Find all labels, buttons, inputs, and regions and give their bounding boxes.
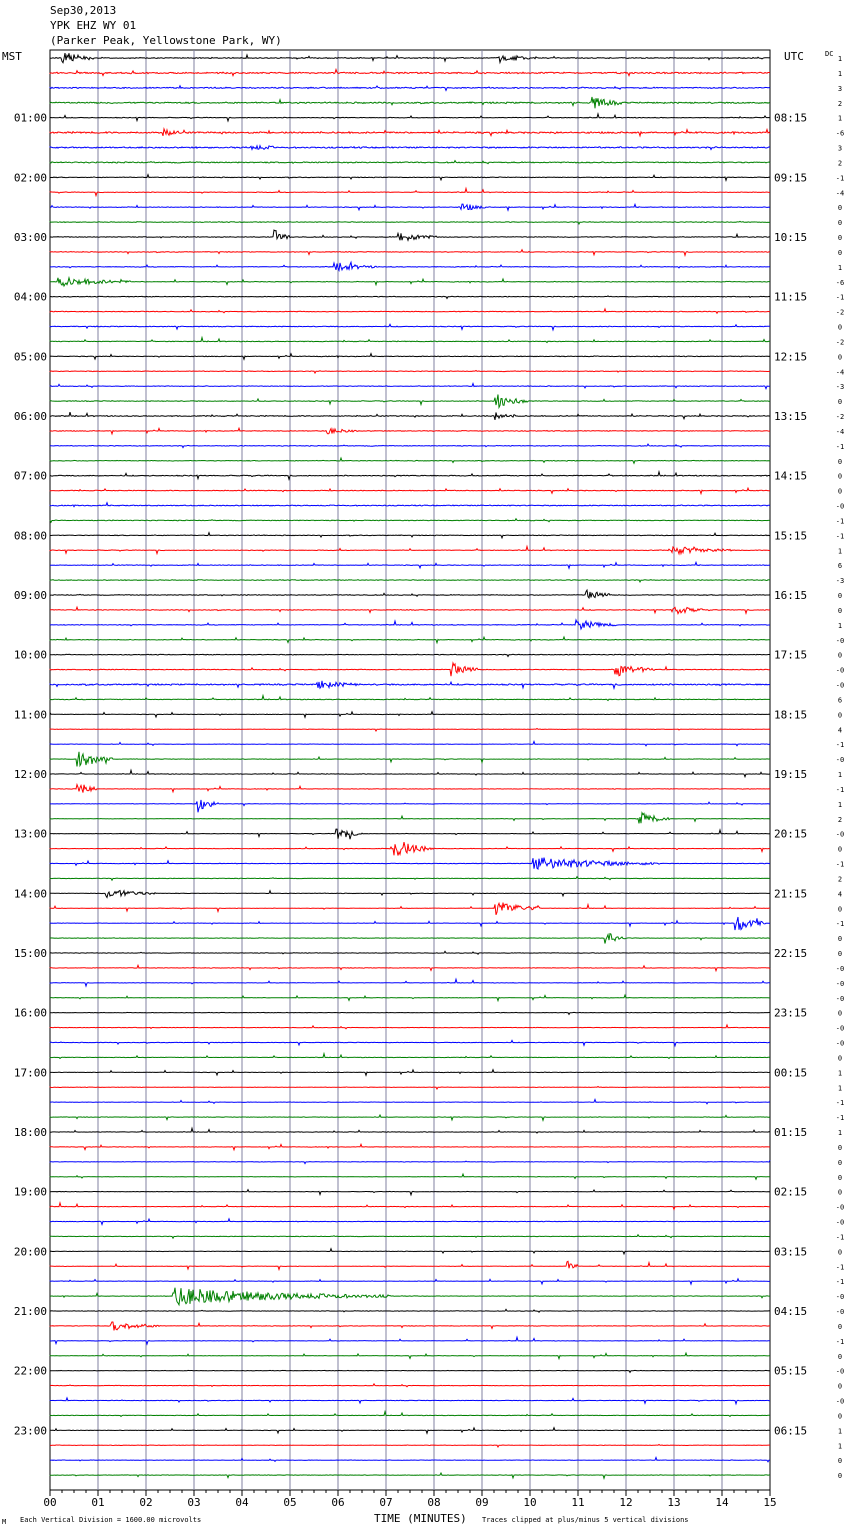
mst-hour-label: 19:00 [13, 1185, 47, 1199]
mst-hour-label: 10:00 [13, 648, 47, 662]
seismic-trace [50, 354, 770, 360]
dc-offset-label: -1 [835, 785, 845, 794]
mst-hour-label: 21:00 [13, 1305, 47, 1318]
mst-hour-label: 16:00 [13, 1006, 47, 1020]
seismic-trace [50, 752, 770, 767]
seismic-trace [50, 1473, 770, 1478]
dc-offset-label: 0 [837, 651, 843, 660]
utc-hour-label: 11:15 [774, 290, 808, 304]
mst-hour-label: 04:00 [13, 290, 47, 304]
dc-offset-label: 1 [837, 263, 843, 272]
dc-offset-label: 0 [837, 1322, 843, 1331]
utc-hour-label: 20:15 [774, 827, 808, 841]
seismic-trace [50, 800, 770, 812]
seismic-trace [50, 1370, 770, 1372]
utc-hour-label: 05:15 [774, 1364, 808, 1378]
seismic-trace [50, 1353, 770, 1359]
seismic-trace [50, 891, 770, 898]
seismic-trace [50, 338, 770, 343]
dc-offset-label: -0 [835, 1367, 845, 1376]
seismic-trace [50, 129, 770, 136]
mst-hour-label: 23:00 [13, 1424, 47, 1438]
dc-offset-label: -1 [835, 517, 845, 526]
dc-offset-label: 4 [837, 890, 843, 899]
x-tick-label: 06 [331, 1496, 345, 1509]
seismic-trace [50, 654, 770, 657]
mst-hour-label: 18:00 [13, 1126, 47, 1139]
seismic-trace [50, 1261, 770, 1269]
dc-offset-label: -1 [835, 1337, 845, 1346]
seismic-trace [50, 412, 770, 420]
x-tick-label: 14 [715, 1496, 729, 1509]
dc-offset-label: 1 [837, 800, 843, 809]
dc-offset-label: -0 [835, 681, 845, 690]
dc-offset-label: -2 [835, 338, 845, 347]
dc-offset-label: 0 [837, 1248, 843, 1257]
seismic-trace [50, 161, 770, 164]
scale-note: Each Vertical Division = 1600.00 microvolts [20, 1516, 202, 1524]
seismic-trace [50, 607, 770, 613]
dc-offset-label: 0 [837, 1188, 843, 1197]
dc-offset-label: 0 [837, 353, 843, 362]
dc-offset-label: 0 [837, 234, 843, 242]
dc-offset-label: -6 [835, 129, 845, 138]
x-tick-label: 08 [427, 1496, 441, 1509]
seismic-trace [50, 1384, 770, 1387]
x-tick-label: 13 [667, 1496, 681, 1509]
seismic-trace [50, 324, 770, 330]
seismic-trace [50, 371, 770, 374]
seismic-trace [50, 1398, 770, 1404]
seismic-trace [50, 146, 770, 150]
utc-hour-label: 04:15 [774, 1305, 808, 1318]
seismic-trace [50, 262, 770, 270]
dc-offset-label: -1 [835, 293, 845, 302]
dc-offset-label: 0 [837, 935, 843, 944]
seismic-trace [50, 842, 770, 855]
dc-offset-label: 0 [837, 457, 843, 466]
seismic-trace [50, 1279, 770, 1284]
x-tick-label: 15 [763, 1496, 777, 1509]
dc-offset-label: 0 [837, 487, 843, 496]
seismic-trace [50, 1144, 770, 1150]
dc-offset-label: -0 [835, 964, 845, 973]
utc-hour-label: 13:15 [774, 410, 808, 423]
dc-offset-label: -0 [835, 1039, 845, 1048]
seismic-trace [50, 53, 770, 63]
seismic-trace [50, 580, 770, 582]
seismic-trace [50, 637, 770, 643]
dc-offset-label: -1 [835, 1263, 845, 1272]
dc-offset-label: -1 [835, 860, 845, 869]
mst-hour-label: 06:00 [13, 410, 47, 423]
x-tick-label: 07 [379, 1496, 393, 1509]
corner-mark: M [2, 1518, 7, 1526]
seismic-trace [50, 1190, 770, 1195]
dc-offset-label: 1 [837, 1427, 843, 1436]
dc-offset-label: -1 [835, 174, 845, 183]
utc-hour-label: 02:15 [774, 1185, 808, 1199]
dc-offset-label: 0 [837, 472, 843, 481]
dc-offset-label: 1 [837, 547, 843, 556]
seismic-trace [50, 250, 770, 256]
x-tick-label: 12 [619, 1496, 633, 1509]
dc-offset-label: 0 [837, 248, 843, 257]
seismic-trace [50, 712, 770, 718]
seismic-trace [50, 384, 770, 389]
seismic-trace [50, 1203, 770, 1209]
dc-offset-label: 0 [837, 905, 843, 914]
x-tick-label: 02 [139, 1496, 153, 1509]
dc-offset-label: -0 [835, 994, 845, 1003]
mst-hour-label: 22:00 [13, 1364, 47, 1378]
seismic-trace [50, 1100, 770, 1104]
utc-hour-label: 09:15 [774, 171, 808, 185]
seismic-trace [50, 1322, 770, 1331]
x-tick-label: 01 [91, 1496, 105, 1509]
dc-offset-label: -1 [835, 1233, 845, 1242]
dc-offset-label: -4 [835, 427, 845, 436]
mst-hour-label: 13:00 [13, 827, 47, 841]
dc-offset-label: -1 [835, 1114, 845, 1123]
dc-offset-label: 2 [837, 815, 843, 824]
mst-hour-label: 11:00 [13, 708, 47, 722]
x-tick-label: 09 [475, 1496, 489, 1509]
dc-offset-label: 0 [837, 1158, 843, 1167]
seismic-trace [50, 813, 770, 824]
dc-offset-label: -0 [835, 1293, 845, 1302]
seismic-trace [50, 1445, 770, 1448]
utc-hour-label: 16:15 [774, 589, 808, 602]
seismic-trace [50, 1087, 770, 1090]
dc-offset-label: 2 [837, 875, 843, 884]
dc-offset-label: 1 [837, 1442, 843, 1451]
utc-hour-label: 15:15 [774, 529, 808, 543]
dc-offset-label: 0 [837, 1472, 843, 1481]
seismic-trace [50, 503, 770, 507]
dc-offset-label: 6 [837, 696, 843, 705]
mst-hour-label: 15:00 [13, 947, 47, 960]
seismic-trace [50, 533, 770, 538]
seismic-trace [50, 97, 770, 108]
x-tick-label: 05 [283, 1496, 297, 1509]
dc-offset-label: -0 [835, 1218, 845, 1227]
dc-offset-label: 0 [837, 592, 843, 600]
seismic-trace [50, 1337, 770, 1344]
dc-offset-label: 0 [837, 323, 843, 332]
seismic-trace [50, 742, 770, 746]
dc-column-label: DC [825, 50, 834, 58]
seismic-trace [50, 877, 770, 881]
seismic-trace [50, 204, 770, 210]
seismic-trace [50, 1012, 770, 1015]
seismic-trace [50, 175, 770, 181]
plot-date: Sep30,2013 [50, 4, 117, 17]
seismic-trace [50, 1412, 770, 1417]
seismic-trace [50, 547, 770, 554]
mst-hour-label: 08:00 [13, 529, 47, 543]
mst-hour-label: 12:00 [13, 768, 47, 781]
seismic-trace [50, 995, 770, 1001]
utc-hour-label: 14:15 [774, 469, 808, 483]
seismic-trace [50, 488, 770, 494]
dc-offset-label: 1 [837, 771, 843, 779]
seismic-trace [50, 278, 770, 286]
seismic-trace [50, 620, 770, 629]
utc-hour-label: 23:15 [774, 1006, 808, 1020]
mst-hour-label: 09:00 [13, 589, 47, 602]
seismic-trace [50, 1128, 770, 1133]
seismic-trace [50, 729, 770, 732]
seismic-trace [50, 785, 770, 793]
seismic-trace [50, 296, 770, 299]
seismic-trace [50, 696, 770, 701]
x-axis-label: TIME (MINUTES) [374, 1512, 467, 1525]
dc-offset-label: 1 [837, 1129, 843, 1137]
dc-offset-label: 1 [837, 1084, 843, 1093]
dc-offset-label: 0 [837, 1009, 843, 1018]
dc-offset-label: -0 [835, 1024, 845, 1033]
dc-offset-label: 1 [837, 69, 843, 78]
dc-offset-label: -1 [835, 741, 845, 750]
dc-offset-label: 3 [837, 84, 843, 93]
x-tick-label: 11 [571, 1496, 585, 1509]
dc-offset-label: 0 [837, 845, 843, 854]
utc-hour-label: 19:15 [774, 768, 808, 781]
dc-offset-label: 0 [837, 1143, 843, 1152]
mst-hour-label: 07:00 [13, 469, 47, 483]
utc-hour-label: 01:15 [774, 1126, 808, 1139]
mst-hour-label: 14:00 [13, 887, 47, 901]
station-location: (Parker Peak, Yellowstone Park, WY) [50, 34, 282, 47]
seismic-trace [50, 1040, 770, 1045]
dc-offset-label: -1 [835, 442, 845, 451]
seismic-trace [50, 903, 770, 915]
seismic-trace [50, 934, 770, 944]
utc-hour-label: 06:15 [774, 1424, 808, 1438]
dc-offset-label: 0 [837, 1054, 843, 1063]
x-tick-label: 00 [43, 1496, 57, 1509]
x-tick-label: 04 [235, 1496, 249, 1509]
mst-hour-label: 03:00 [13, 231, 47, 244]
utc-hour-label: 00:15 [774, 1066, 808, 1080]
dc-offset-label: -2 [835, 308, 845, 317]
dc-offset-label: 0 [837, 1173, 843, 1182]
seismic-trace [50, 1219, 770, 1225]
dc-offset-label: -1 [835, 1278, 845, 1287]
seismic-trace [50, 1288, 770, 1305]
dc-offset-label: -3 [835, 383, 845, 392]
dc-offset-label: -4 [835, 189, 845, 198]
seismic-trace [50, 770, 770, 776]
dc-offset-label: -4 [835, 368, 845, 377]
dc-offset-label: 2 [837, 159, 843, 168]
seismic-trace [50, 562, 770, 568]
dc-offset-label: 6 [837, 562, 843, 571]
seismic-trace [50, 458, 770, 463]
seismic-trace [50, 519, 770, 523]
seismic-trace [50, 1160, 770, 1163]
mst-hour-label: 20:00 [13, 1245, 47, 1259]
dc-offset-label: 0 [837, 1352, 843, 1361]
seismic-trace [50, 428, 770, 434]
seismic-trace [50, 917, 770, 930]
dc-offset-label: 0 [837, 204, 843, 213]
seismic-trace [50, 1309, 770, 1312]
seismic-trace [50, 1070, 770, 1076]
seismic-trace [50, 1115, 770, 1120]
seismic-trace [50, 86, 770, 91]
dc-offset-label: 0 [837, 1382, 843, 1391]
dc-offset-label: -6 [835, 278, 845, 287]
dc-offset-label: 0 [837, 1457, 843, 1466]
seismic-trace [50, 114, 770, 121]
station-code: YPK EHZ WY 01 [50, 19, 137, 32]
seismic-trace [50, 1428, 770, 1434]
seismic-trace [50, 1054, 770, 1059]
seismic-trace [50, 979, 770, 986]
dc-offset-label: 0 [837, 219, 843, 228]
seismic-trace [50, 70, 770, 76]
seismic-trace [50, 1458, 770, 1462]
dc-offset-label: -0 [835, 979, 845, 988]
dc-offset-label: -0 [835, 666, 845, 675]
dc-offset-label: 1 [837, 55, 843, 63]
seismic-trace [50, 444, 770, 448]
seismic-trace [50, 395, 770, 408]
dc-offset-label: -3 [835, 577, 845, 586]
utc-hour-label: 22:15 [774, 947, 808, 960]
seismic-trace [50, 590, 770, 598]
seismic-trace [50, 221, 770, 224]
seismic-trace [50, 1249, 770, 1254]
dc-offset-label: -0 [835, 756, 845, 765]
plot-frame [50, 50, 770, 1490]
dc-offset-label: 1 [837, 621, 843, 630]
dc-offset-label: 1 [837, 114, 843, 123]
dc-offset-label: -0 [835, 636, 845, 645]
utc-hour-label: 12:15 [774, 350, 808, 364]
mst-hour-label: 17:00 [13, 1066, 47, 1080]
seismic-trace [50, 230, 770, 240]
utc-hour-label: 18:15 [774, 708, 808, 722]
mst-hour-label: 05:00 [13, 350, 47, 364]
seismic-trace [50, 965, 770, 970]
clip-note: Traces clipped at plus/minus 5 vertical divisions [482, 1516, 689, 1524]
x-tick-label: 03 [187, 1496, 201, 1509]
x-tick-label: 10 [523, 1496, 537, 1509]
mst-hour-label: 02:00 [13, 171, 47, 185]
seismic-trace [50, 1174, 770, 1179]
seismic-trace [50, 951, 770, 954]
right-timezone-label: UTC [784, 50, 804, 63]
dc-offset-label: -0 [835, 830, 845, 839]
dc-offset-label: 0 [837, 950, 843, 958]
dc-offset-label: -0 [835, 1397, 845, 1406]
mst-hour-label: 01:00 [13, 111, 47, 125]
left-timezone-label: MST [2, 50, 22, 63]
dc-offset-label: -0 [835, 502, 845, 511]
utc-hour-label: 21:15 [774, 887, 808, 901]
seismic-trace [50, 1235, 770, 1239]
dc-offset-label: 3 [837, 144, 843, 153]
dc-offset-label: -2 [835, 413, 845, 421]
dc-offset-label: -0 [835, 1203, 845, 1212]
seismic-trace [50, 681, 770, 689]
seismic-trace [50, 309, 770, 313]
seismic-trace [50, 663, 770, 676]
dc-offset-label: 1 [837, 1069, 843, 1078]
dc-offset-label: 0 [837, 398, 843, 407]
utc-hour-label: 17:15 [774, 648, 808, 662]
utc-hour-label: 08:15 [774, 111, 808, 125]
utc-hour-label: 10:15 [774, 231, 808, 244]
dc-offset-label: 4 [837, 726, 843, 735]
dc-offset-label: -0 [835, 1308, 845, 1316]
dc-offset-label: 0 [837, 1412, 843, 1421]
seismic-trace [50, 858, 770, 869]
dc-offset-label: 2 [837, 99, 843, 108]
dc-offset-label: 0 [837, 606, 843, 615]
utc-hour-label: 03:15 [774, 1245, 808, 1259]
seismic-trace [50, 829, 770, 839]
dc-offset-label: 0 [837, 711, 843, 720]
dc-offset-label: -1 [835, 920, 845, 929]
seismic-trace [50, 189, 770, 196]
dc-offset-label: -1 [835, 532, 845, 541]
seismic-trace [50, 1025, 770, 1029]
dc-offset-label: -1 [835, 1099, 845, 1108]
seismic-trace [50, 472, 770, 479]
